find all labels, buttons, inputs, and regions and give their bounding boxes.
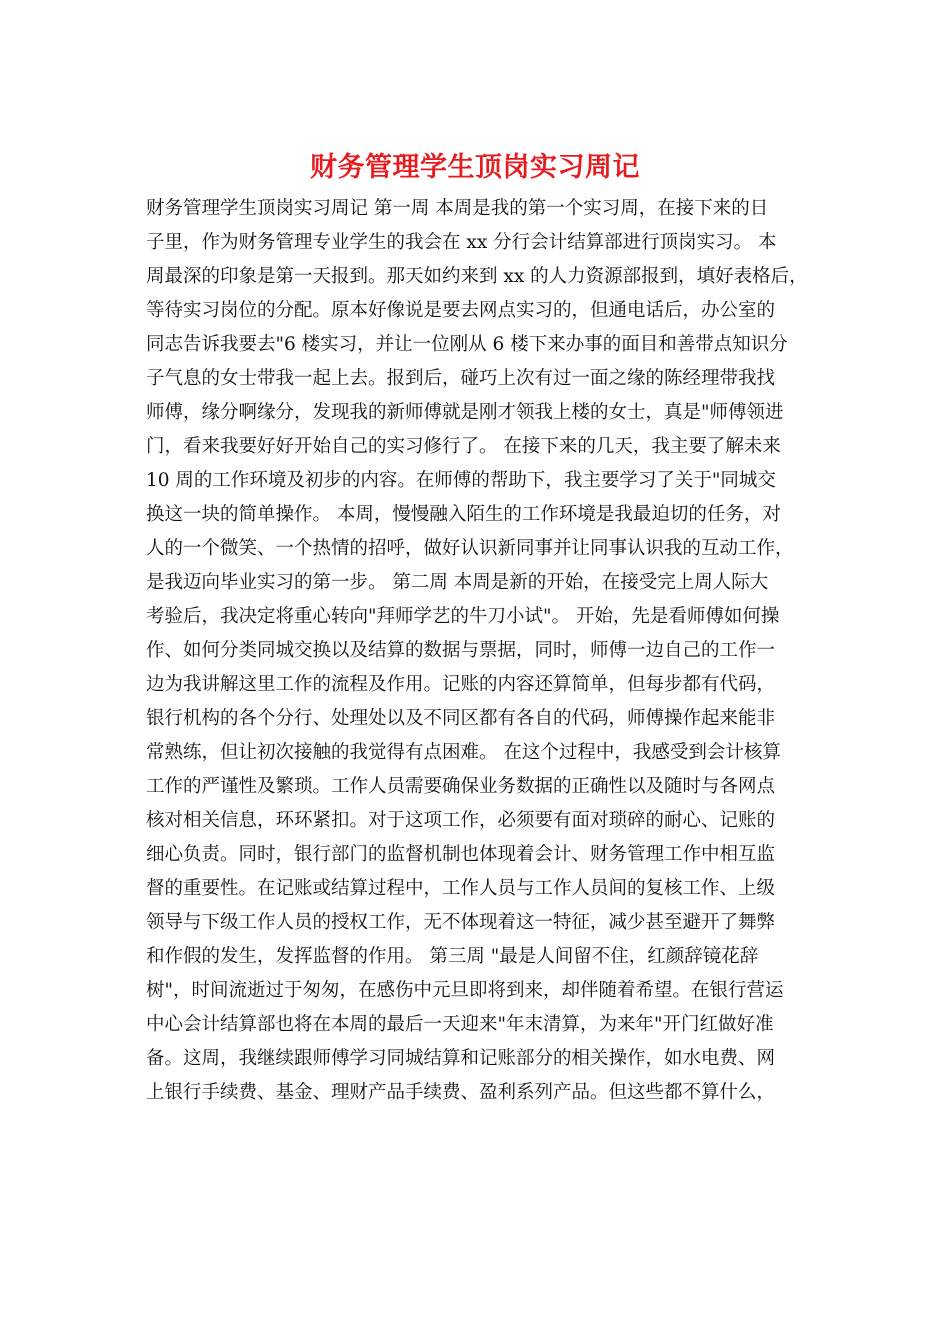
document-title: 财务管理学生顶岗实习周记 xyxy=(310,152,640,183)
body-line: 工作的严谨性及繁琐。工作人员需要确保业务数据的正确性以及随时与各网点 xyxy=(146,776,776,797)
body-line: 10 周的工作环境及初步的内容。在师傅的帮助下，我主要学习了关于"同城交 xyxy=(146,470,776,491)
body-line: 中心会计结算部也将在本周的最后一天迎来"年末清算，为来年"开门红做好准 xyxy=(146,1014,774,1035)
body-line: 师傅，缘分啊缘分，发现我的新师傅就是刚才领我上楼的女士，真是"师傅领进 xyxy=(146,402,784,423)
body-line: 子气息的女士带我一起上去。报到后，碰巧上次有过一面之缘的陈经理带我找 xyxy=(146,368,776,389)
body-line: 树"，时间流逝过于匆匆，在感伤中元旦即将到来，却伴随着希望。在银行营运 xyxy=(146,980,784,1001)
body-line: 换这一块的简单操作。 本周，慢慢融入陌生的工作环境是我最迫切的任务，对 xyxy=(146,504,781,525)
body-line: 财务管理学生顶岗实习周记 第一周 本周是我的第一个实习周，在接下来的日 xyxy=(146,198,769,219)
body-line: 考验后，我决定将重心转向"拜师学艺的牛刀小试"。 开始，先是看师傅如何操 xyxy=(146,606,780,627)
body-line: 门，看来我要好好开始自己的实习修行了。 在接下来的几天，我主要了解未来 xyxy=(146,436,781,457)
body-line: 领导与下级工作人员的授权工作，无不体现着这一特征，减少甚至避开了舞弊 xyxy=(146,912,776,933)
body-line: 同志告诉我要去"6 楼实习，并让一位刚从 6 楼下来办事的面目和善带点知识分 xyxy=(146,334,788,355)
body-line: 常熟练，但让初次接触的我觉得有点困难。 在这个过程中，我感受到会计核算 xyxy=(146,742,781,763)
body-line: 细心负责。同时，银行部门的监督机制也体现着会计、财务管理工作中相互监 xyxy=(146,844,776,865)
body-line: 银行机构的各个分行、处理处以及不同区都有各自的代码，师傅操作起来能非 xyxy=(146,708,776,729)
body-line: 人的一个微笑、一个热情的招呼，做好认识新同事并让同事认识我的互动工作， xyxy=(146,538,794,559)
body-line: 周最深的印象是第一天报到。那天如约来到 xx 的人力资源部报到，填好表格后， xyxy=(146,266,808,287)
body-line: 上银行手续费、基金、理财产品手续费、盈利系列产品。但这些都不算什么， xyxy=(146,1082,776,1103)
body-line: 督的重要性。在记账或结算过程中，工作人员与工作人员间的复核工作、上级 xyxy=(146,878,776,899)
body-line: 是我迈向毕业实习的第一步。 第二周 本周是新的开始，在接受完上周人际大 xyxy=(146,572,769,593)
body-line: 作、如何分类同城交换以及结算的数据与票据，同时，师傅一边自己的工作一 xyxy=(146,640,776,661)
body-line: 边为我讲解这里工作的流程及作用。记账的内容还算简单，但每步都有代码， xyxy=(146,674,776,695)
body-line: 子里，作为财务管理专业学生的我会在 xx 分行会计结算部进行顶岗实习。 本 xyxy=(146,232,777,253)
document-body xyxy=(146,192,826,1110)
body-line: 等待实习岗位的分配。原本好像说是要去网点实习的，但通电话后，办公室的 xyxy=(146,300,776,321)
body-line: 和作假的发生，发挥监督的作用。 第三周 "最是人间留不住，红颜辞镜花辞 xyxy=(146,946,759,967)
body-line: 核对相关信息，环环紧扣。对于这项工作，必须要有面对琐碎的耐心、记账的 xyxy=(146,810,776,831)
body-line: 备。这周，我继续跟师傅学习同城结算和记账部分的相关操作，如水电费、网 xyxy=(146,1048,776,1069)
